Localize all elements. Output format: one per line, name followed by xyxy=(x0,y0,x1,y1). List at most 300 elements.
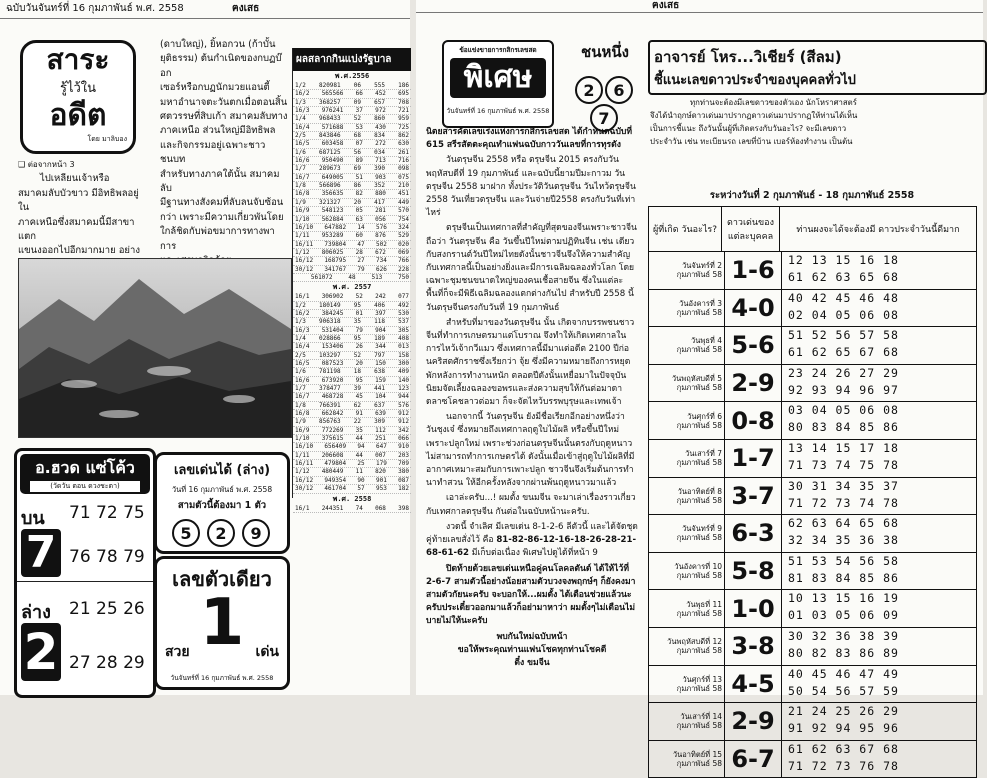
lottery-cell: 69 xyxy=(353,165,362,173)
ahoy-lower-label: ล่าง xyxy=(21,602,51,623)
lottery-cell: 375615 xyxy=(321,435,344,443)
lottery-row xyxy=(293,335,411,343)
lottery-cell: 1/6 xyxy=(295,368,306,376)
lottery-cell: 300 xyxy=(398,360,409,367)
left-header-mark: ฅงเสธ xyxy=(232,3,260,14)
landscape-illustration xyxy=(18,258,292,438)
lottery-cell: 62 xyxy=(353,401,362,409)
lottery-cell: 16/4 xyxy=(295,343,310,351)
lekden-digit-1: 5 xyxy=(172,519,200,547)
row-nums xyxy=(782,666,976,703)
row-day xyxy=(649,252,725,289)
lottery-cell: 16/6 xyxy=(295,157,310,165)
lottery-cell: 2/5 xyxy=(295,132,306,140)
row-pair: 1-0 xyxy=(725,590,782,627)
logo-date: วันจันทร์ที่ 16 กุมภาพันธ์ พ.ศ. 2558 xyxy=(446,107,550,115)
intro-line: เป็นการชี้แนะ ถึงวันนั้นผู้ที่เกิดตรงกับวันอะไร? จะมีเลขดาว xyxy=(650,124,847,133)
lottery-cell: 45 xyxy=(355,393,363,401)
lottery-cell: 26 xyxy=(355,343,363,351)
single-label-right: เด่น xyxy=(255,644,279,660)
sara-author: โดย มาลิบอง xyxy=(87,135,127,143)
lottery-cell: 2/5 xyxy=(295,351,306,359)
lottery-cell: 20 xyxy=(353,198,362,206)
lottery-year-2558: พ.ศ. 2558 xyxy=(332,494,372,503)
lottery-cell: 30/12 xyxy=(295,265,314,273)
lottery-cell: 530 xyxy=(398,309,409,317)
lottery-cell: 324 xyxy=(398,223,409,231)
lottery-cell: 862 xyxy=(398,132,409,140)
lottery-cell: 52 xyxy=(353,115,362,123)
lottery-row xyxy=(293,107,411,115)
row-day xyxy=(649,590,725,627)
lottery-cell: 22 xyxy=(353,418,362,426)
row-day-month: กุมภาพันธ์ 58 xyxy=(676,270,722,280)
right-page xyxy=(416,0,983,774)
lottery-row xyxy=(293,427,411,435)
row-day-month: กุมภาพันธ์ 58 xyxy=(676,420,722,430)
row-nums xyxy=(782,515,976,552)
lottery-cell: 390 xyxy=(374,165,385,173)
row-nums-2: 81 83 84 85 86 xyxy=(788,570,899,585)
row-day-name: วันอังคารที่ 10 xyxy=(674,562,722,572)
row-day-name: วันอังคารที่ 3 xyxy=(679,298,722,308)
col2-line: ยุติธรรม) ต้นกำเนิดของกบฏบ๊อก xyxy=(160,53,282,79)
lottery-row xyxy=(293,165,411,173)
lottery-cell: 35 xyxy=(353,318,362,326)
lottery-cell: 953289 xyxy=(321,232,344,240)
lottery-cell: 1/6 xyxy=(295,148,306,156)
lottery-cell: 672 xyxy=(375,248,386,256)
row-pair: 5-8 xyxy=(725,553,782,590)
lottery-cell: 626 xyxy=(375,265,387,273)
lottery-cell: 118 xyxy=(374,318,385,326)
lottery-cell: 834 xyxy=(374,132,385,140)
lottery-cell: 179 xyxy=(375,460,387,468)
lottery-cell: 397 xyxy=(375,309,386,317)
lottery-cell: 378477 xyxy=(318,385,341,393)
ahoy-upper-nums-a: 71 72 75 xyxy=(69,503,145,523)
row-day-month: กุมภาพันธ์ 58 xyxy=(676,721,722,731)
lottery-cell: 716 xyxy=(398,157,409,165)
row-nums-2: 91 92 94 95 96 xyxy=(788,721,899,736)
lottery-cell: 344 xyxy=(375,343,386,351)
row-nums-1: 62 63 64 65 68 xyxy=(788,516,899,531)
pisetlogo-box xyxy=(442,40,554,128)
badge-title: ชนหนึ่ง xyxy=(581,43,629,61)
lottery-cell: 66 xyxy=(355,90,363,98)
col1-line: ไปเหลียนเจ้าหรือ xyxy=(40,173,110,185)
lottery-cell: 687125 xyxy=(318,148,341,156)
lottery-cell: 529 xyxy=(398,232,409,240)
lottery-row xyxy=(293,249,411,257)
lottery-cell: 16/9 xyxy=(295,426,310,434)
article-bye1: พบกันใหม่ฉบับหน้า xyxy=(496,631,568,642)
row-day xyxy=(649,741,725,778)
lottery-cell: 713 xyxy=(375,157,386,165)
right-header-mark: ฅงเสธ xyxy=(652,0,680,11)
lottery-row xyxy=(293,149,411,157)
lottery-cell: 16/12 xyxy=(295,257,314,265)
sara-word: อดีต xyxy=(49,98,107,133)
row-day xyxy=(649,290,725,327)
lottery-row xyxy=(293,327,411,335)
ahoy-upper-nums-b: 76 78 79 xyxy=(69,547,145,567)
lottery-row xyxy=(293,310,411,318)
row-day-month: กุมภาพันธ์ 58 xyxy=(676,533,722,543)
lottery-cell: 398 xyxy=(398,504,409,512)
lottery-row xyxy=(293,90,411,98)
lottery-cell: 89 xyxy=(355,157,363,165)
lekden-digit-3: 9 xyxy=(242,519,270,547)
row-day xyxy=(649,515,725,552)
article-sign-in: เอาล่ะครับ...! ผมตั้ง ขนมจีน จะมาเล่าเรื่องราวเกี่ยวกับเทศกาลตรุษจีน กันต่อในฉบับหน้านะครับ. xyxy=(426,493,636,517)
row-nums xyxy=(782,478,976,515)
col2-line: และกิจกรรมอยู่เฉพาะชาวชนบท xyxy=(160,139,266,166)
lottery-row xyxy=(293,410,411,418)
lottery-cell: 880 xyxy=(375,190,386,198)
row-day xyxy=(649,666,725,703)
lucky-note: มีเก็บต่อเนื่อง พิเศษไปดูได้ที่หน้า 9 xyxy=(471,548,598,559)
row-pair: 3-7 xyxy=(725,478,782,515)
lottery-cell: 406 xyxy=(374,301,385,309)
lottery-cell: 30/12 xyxy=(295,485,314,493)
row-day-month: กุมภาพันธ์ 58 xyxy=(676,608,722,618)
lottery-cell: 056 xyxy=(375,215,386,223)
lottery-cell: 16/11 xyxy=(295,460,314,468)
row-day-month: กุมภาพันธ์ 58 xyxy=(676,345,722,355)
lucky-intro: งวดนี้ จำเลิศ มีเลขเด่น 8-1-2-6 ลีตัวนี้ และได้จัดชุดคู่ท้ายเลขสั่งไว้ คือ xyxy=(426,521,638,546)
lottery-row xyxy=(293,302,411,310)
lottery-cell: 44 xyxy=(355,451,363,459)
lottery-cell: 1/10 xyxy=(295,435,310,443)
col2-line: ศตวรรษที่สิบเก้า สมาคมลับทาง xyxy=(160,111,288,123)
lottery-cell: 203 xyxy=(398,451,409,459)
lottery-cell: 1/12 xyxy=(295,248,310,256)
ahoy-lower-digit: 2 xyxy=(21,623,61,681)
lottery-cell: 95 xyxy=(353,301,362,309)
lottery-cell: 289673 xyxy=(318,165,341,173)
lottery-year-2556: พ.ศ.2556 xyxy=(334,72,370,80)
article-para: ตรุษจีนเป็นเทศกาลที่สำคัญที่สุดของจีนเพราะชาวจีนถือว่า วันตรุษจีน คือ วันขึ้นปีใหม่ตามปฏิทินจีน เช่น เดียวกับสงกรานต์วันปีใหม่ไทยดังนั้นชาวจีนจึงให้ความสำคัญกับเทศกาลนี้เป็นอย่างยิ่งและมีการเฉลิมฉลองทั่วโลก โดยเฉพาะชุมชนขนาดใหญ่ของคนเชื้อสายจีน ซึ่งในแต่ละพื้นที่ก็จะมีพิธีเฉลิมฉลองแตกต่างกันไป สำหรับปี 2558 นี้ วันตรุษจีนตรงกับวันที่ 19 กุมภาพันธ์ xyxy=(426,223,637,313)
lottery-cell: 603458 xyxy=(321,140,344,148)
lottery-cell: 461704 xyxy=(324,485,347,493)
row-nums xyxy=(782,590,976,627)
lottery-cell: 1/2 xyxy=(295,301,306,309)
right-article xyxy=(426,126,638,670)
col1-line: ภาคเหนือซึ่งสมาคมนี้มีสาขาแตก xyxy=(18,216,135,243)
lottery-cell: 368257 xyxy=(318,98,341,106)
col2-line: มหาอำนาจตะวันตกเมื่อตอนสิ้น xyxy=(160,96,288,108)
col2-line: มีฐานทางสังคมที่ลับลนจับซ้อน xyxy=(160,197,284,209)
continued-from-ref: ❑ ต่อจากหน้า 3 xyxy=(18,160,75,169)
lottery-cell: 968433 xyxy=(318,115,341,123)
sara-sub: รู้ไว้ใน xyxy=(59,81,97,96)
lottery-cell: 06 xyxy=(353,82,362,89)
row-day xyxy=(649,402,725,439)
row-nums-1: 12 13 15 16 18 xyxy=(788,253,899,267)
lottery-rows-2556 xyxy=(293,82,411,282)
table-row xyxy=(649,703,976,741)
lottery-cell: 352 xyxy=(374,182,385,190)
article-para: นอกจากนี้ วันตรุษจีน ยังมีชื่อเรียกอีกอย่างหนึ่งว่า วันชุงเจ๋ ซึ่งหมายถึงเทศกาลฤดูใบไม้ผลิ หรือขึ้นปีใหม่เพราะปลูกใหม่ เพราะช่วงก่อนตรุษจีนนั้นตรงกับฤดูหนาว ไม่สามารถทำการเกษตรได้ ดังนั้นเมื่อเข้าสู่ฤดูใบไม้ผลิที่มีอากาศเหมาะสมกับการเพาะปลูก ชาวจีนจึงเริ่มต้นการทำนาทำสวน ให้อีกครั้งหลังจากผ่านพ้นฤดูหนาวมาแล้ว xyxy=(426,412,635,489)
lottery-cell: 47 xyxy=(357,240,365,248)
lottery-cell: 480449 xyxy=(321,468,344,476)
row-nums-2: 71 72 73 76 78 xyxy=(788,758,899,773)
lottery-row xyxy=(293,435,411,443)
row-nums-1: 61 62 63 67 68 xyxy=(788,741,899,756)
lucky-pairs: 81-82-86-12-16-18-26-28-21-68-61-62 xyxy=(426,535,637,559)
lottery-cell: 069 xyxy=(398,248,409,256)
col2-line: ภาคเหนือ ส่วนใหญ่มีอิทธิพล xyxy=(160,125,276,137)
row-nums-1: 10 13 15 16 19 xyxy=(788,591,899,606)
lottery-row xyxy=(293,418,411,426)
lottery-row xyxy=(293,199,411,207)
table-row xyxy=(649,365,976,403)
ahoy-box xyxy=(14,448,156,698)
lottery-row xyxy=(293,174,411,182)
lottery-cell: 570 xyxy=(398,207,409,215)
lottery-cell: 959 xyxy=(398,115,409,123)
lottery-cell: 912 xyxy=(398,418,409,426)
table-row xyxy=(649,402,976,440)
lottery-cell: 953 xyxy=(375,485,387,493)
col1-line: สมาคมลับบัวขาว มีอิทธิพลอยู่ใน xyxy=(18,187,139,214)
lottery-cell: 571688 xyxy=(321,123,344,131)
lottery-cell: 28 xyxy=(355,248,363,256)
table-row xyxy=(649,290,976,328)
lottery-cell: 48 xyxy=(348,273,356,281)
lottery-cell: 39 xyxy=(353,385,362,393)
lottery-cell: 1/4 xyxy=(295,115,306,123)
lottery-cell: 1/8 xyxy=(295,401,306,409)
lottery-cell: 417 xyxy=(374,198,385,206)
row-nums-2: 50 54 56 57 59 xyxy=(788,683,899,698)
lottery-row xyxy=(293,485,411,493)
lottery-cell: 60 xyxy=(355,232,363,240)
lottery-cell: 502 xyxy=(375,240,387,248)
lottery-row xyxy=(293,318,411,326)
row-nums-1: 30 31 34 35 37 xyxy=(788,478,899,493)
lottery-cell: 721 xyxy=(398,107,409,115)
article-paras xyxy=(426,154,638,490)
lottery-cell: 16/1 xyxy=(295,293,310,301)
head-pair: ดาวเด่นของแต่ละบุคคล xyxy=(722,207,780,251)
lottery-cell: 441 xyxy=(374,385,385,393)
row-day-month: กุมภาพันธ์ 58 xyxy=(676,307,722,317)
acharn-period: ระหว่างวันที่ 2 กุมภาพันธ์ - 18 กุมภาพันธ์ 2558 xyxy=(709,190,915,201)
head-day: ผู้ที่เกิด วันอะไร? xyxy=(649,207,722,251)
right-page-header xyxy=(416,0,983,13)
logo-line1: ข้อแข่งขายการกสิกรเลขสด xyxy=(459,46,537,54)
row-day-month: กุมภาพันธ์ 58 xyxy=(676,683,722,693)
lottery-row xyxy=(293,266,411,274)
lottery-cell: 25 xyxy=(357,460,365,468)
lottery-row xyxy=(293,124,411,132)
article-lucky xyxy=(426,521,638,561)
lottery-rows-2557 xyxy=(293,293,411,493)
lottery-cell: 637 xyxy=(374,401,385,409)
lottery-cell: 034 xyxy=(374,148,385,156)
lottery-cell: 242 xyxy=(375,293,386,301)
lottery-row xyxy=(293,232,411,240)
lottery-cell: 321327 xyxy=(318,198,341,206)
ahoy-divider xyxy=(17,581,153,582)
row-day-month: กุมภาพันธ์ 58 xyxy=(676,646,722,656)
intro-line: จึงได้นำฤกษ์ดาวเด่นมาปรากฏดาวเด่นมาปรากฏให้ท่านได้เห็น xyxy=(650,111,858,120)
row-day-name: วันเสาร์ที่ 7 xyxy=(685,449,722,459)
lekden-note: สามตัวนี้ต้องมา 1 ตัว xyxy=(177,500,267,511)
badge-267 xyxy=(564,40,646,128)
row-nums-2: 80 83 84 85 86 xyxy=(788,420,899,435)
lottery-cell: 972 xyxy=(375,107,386,115)
table-row xyxy=(649,628,976,666)
row-nums-2: 71 72 73 74 78 xyxy=(788,495,899,510)
lottery-cell: 430 xyxy=(375,123,386,131)
badge-digit-3: 7 xyxy=(590,104,618,132)
lottery-row xyxy=(293,452,411,460)
lottery-cell: 1/2 xyxy=(295,82,306,89)
row-nums xyxy=(782,553,976,590)
single-date: วันจันทร์ที่ 16 กุมภาพันธ์ พ.ศ. 2558 xyxy=(170,674,274,682)
logo-word: พิเศษ xyxy=(450,58,546,98)
article-bye2: ขอให้พระคุณท่านแฟนโชคทุกท่านโชคดี xyxy=(457,644,607,655)
row-nums xyxy=(782,440,976,477)
lottery-cell: 206608 xyxy=(321,451,344,459)
lottery-cell: 903 xyxy=(375,173,386,181)
lottery-cell: 16/12 xyxy=(295,476,314,484)
lottery-row xyxy=(293,402,411,410)
lottery-cell: 168795 xyxy=(324,257,347,265)
lottery-cell: 189 xyxy=(374,334,385,342)
row-nums xyxy=(782,703,976,740)
lottery-row xyxy=(293,460,411,468)
lottery-cell: 63 xyxy=(355,215,363,223)
row-day xyxy=(649,553,725,590)
lottery-cell: 479804 xyxy=(324,460,347,468)
lottery-cell: 51 xyxy=(355,173,363,181)
lottery-row xyxy=(293,224,411,232)
lottery-cell: 52 xyxy=(353,351,362,359)
lottery-cell: 14 xyxy=(357,223,365,231)
lottery-row xyxy=(293,343,411,351)
left-page-header xyxy=(0,0,410,19)
article-closing: ปิดท้ายด้วยเลขเด่นเหนือคู่คนโลคลตันด์ ได้ให้ไว้ที่ 2-6-7 สามตัวนี้อย่างน้อยสามตัวบวงจงพฤกษ์ๆ ก็ยังคงมาสามตัวกัยนะครับ จะบอกให้...ผมตั้ง ได้เตือนช่วยแล้วนะครับประเดี๋ยวออกมาแล้วก็อย่ามาหาว่า ผมตั้งๆไม่เตือนไม่บายไม่ให้นะครับ xyxy=(426,563,636,627)
lottery-cell: 309 xyxy=(374,418,385,426)
lottery-cell: 16/10 xyxy=(295,223,314,231)
lottery-cell: 16/6 xyxy=(295,376,310,384)
lottery-row xyxy=(293,393,411,401)
row-pair: 2-9 xyxy=(725,703,782,740)
lottery-cell: 305 xyxy=(398,326,409,334)
row-nums-1: 03 04 05 06 08 xyxy=(788,403,899,418)
badge-digits xyxy=(564,76,646,132)
lottery-cell: 11 xyxy=(355,468,363,476)
table-row xyxy=(649,440,976,478)
col2-lines xyxy=(160,38,290,269)
lottery-cell: 1/3 xyxy=(295,98,306,106)
lottery-cell: 07 xyxy=(355,140,363,148)
lottery-cell: 16/4 xyxy=(295,123,310,131)
mountain-scene-image xyxy=(19,259,291,437)
lottery-cell: 020 xyxy=(398,240,409,248)
lottery-cell: 843846 xyxy=(318,132,341,140)
acharn-subtitle: ชี้แนะเลขดาวประจำของบุคคลทั่วไป xyxy=(654,73,856,88)
head-nums: ท่านผงจะได้จะต้องมี ดาวประจำวันนี้ดีมาก xyxy=(796,225,960,235)
lottery-cell: 281 xyxy=(375,207,386,215)
lottery-cell: 56 xyxy=(353,148,362,156)
lottery-cell: 901 xyxy=(375,476,387,484)
left-page xyxy=(0,0,410,695)
lottery-cell: 709 xyxy=(398,460,409,468)
lottery-cell: 16/10 xyxy=(295,443,314,451)
lottery-cell: 53 xyxy=(355,123,363,131)
lottery-row xyxy=(293,377,411,385)
lottery-cell: 075 xyxy=(398,173,409,181)
lottery-cell: 649005 xyxy=(321,173,344,181)
single-title: เลขตัวเดียว xyxy=(172,567,272,591)
lottery-cell: 91 xyxy=(355,410,363,418)
lottery-year-2557: พ.ศ. 2557 xyxy=(332,283,372,292)
sara-box xyxy=(20,40,136,154)
ahoy-upper-digit: 7 xyxy=(21,529,61,577)
col2-line: กว่า เพราะมีความเกี่ยวพันโดย xyxy=(160,211,284,223)
row-pair: 1-6 xyxy=(725,252,782,289)
lottery-cell: 68 xyxy=(353,132,362,140)
col2-line: ใกล้ชิดกับพ่อขมาการทางพาการ xyxy=(160,226,275,252)
lottery-cell: 408 xyxy=(398,334,409,342)
lottery-cell: 79 xyxy=(357,265,365,273)
intro-line: ทุกท่านจะต้องมีเลขดาวของตัวเอง นักโหราศาสตร์ xyxy=(690,98,857,107)
lottery-cell: 548123 xyxy=(321,207,344,215)
row-day xyxy=(649,628,725,665)
lottery-cell: 01 xyxy=(355,309,363,317)
lottery-cell: 820 xyxy=(375,468,386,476)
ahoy-upper-label: บน xyxy=(21,508,45,529)
row-day xyxy=(649,703,725,740)
lottery-cell: 766391 xyxy=(318,401,341,409)
lottery-cell: 734 xyxy=(375,257,387,265)
lottery-cell: 1/4 xyxy=(295,334,306,342)
lottery-cell: 16/3 xyxy=(295,326,310,334)
lottery-cell: 158 xyxy=(398,351,409,359)
lottery-cell: 1/3 xyxy=(295,318,306,326)
lottery-cell: 1/7 xyxy=(295,385,306,393)
lottery-cell: 16/2 xyxy=(295,90,310,98)
lekden-title: เลขเด่นได้ (ล่าง) xyxy=(173,463,271,478)
lottery-cell: 16/8 xyxy=(295,410,310,418)
row-day-name: วันพุธที่ 4 xyxy=(691,336,722,346)
single-label-left: สวย xyxy=(165,644,190,660)
lottery-cell: 576 xyxy=(375,223,387,231)
table-row xyxy=(649,741,976,778)
lottery-cell: 910 xyxy=(398,443,409,451)
lottery-cell: 565566 xyxy=(321,90,344,98)
lottery-cell: 876 xyxy=(375,232,386,240)
badge-digit-2: 6 xyxy=(605,76,633,104)
lekden-box xyxy=(154,452,290,554)
lottery-cell: 028866 xyxy=(318,334,341,342)
lottery-row xyxy=(293,368,411,376)
lottery-cell: 90 xyxy=(357,476,365,484)
lottery-row xyxy=(293,140,411,148)
lottery-cell: 16/7 xyxy=(295,173,310,181)
row-pair: 3-8 xyxy=(725,628,782,665)
lottery-cell: 750 xyxy=(398,273,409,281)
lottery-cell: 772269 xyxy=(321,426,344,434)
row-pair: 1-7 xyxy=(725,440,782,477)
lottery-cell: 16/9 xyxy=(295,207,310,215)
left-header-text: ฉบับวันจันทร์ที่ 16 กุมภาพันธ์ พ.ศ. 2558 xyxy=(6,3,184,14)
